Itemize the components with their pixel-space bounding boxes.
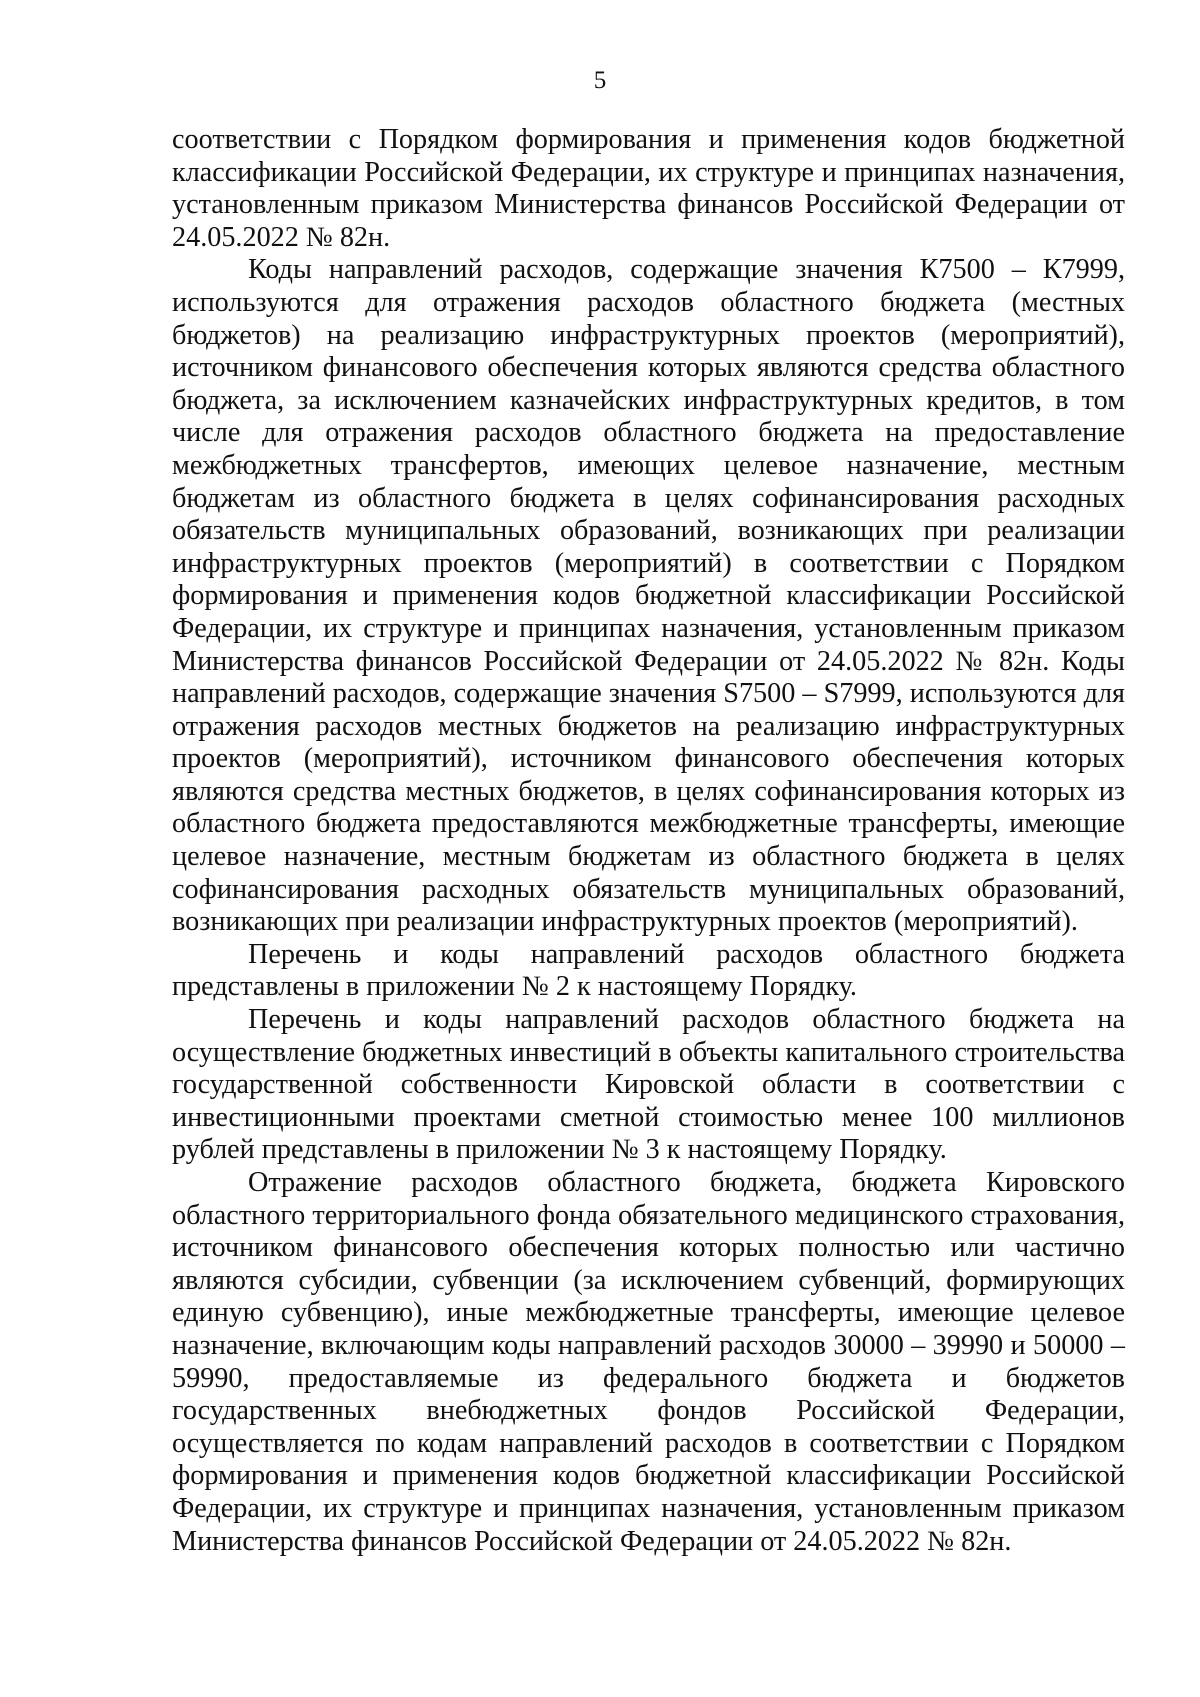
paragraph-appendix-3: Перечень и коды направлений расходов областного бюджета на осуществление бюджетных инвестиций в объекты капитального строительства государственной собственности Кировской области в соответствии с инвестиционными проектами сметной стоимостью менее 100 миллионов рублей представлены в приложении № 3 к настоящему Порядку. (172, 1004, 1125, 1166)
paragraph-federal-transfers: Отражение расходов областного бюджета, бюджета Кировского областного территориального фонда обязательного медицинского страхования, источником финансового обеспечения которых полностью или частично являются субсидии, субвенции (за исключением субвенций, формирующих единую субвенцию), иные межбюджетные трансферты, имеющие целевое назначение, включающим коды направлений расходов 30000 – 39990 и 50000 – 59990, предоставляемые из федерального бюджета и бюджетов государственных внебюджетных фондов Российской Федерации, осуществляется по кодам направлений расходов в соответствии с Порядком формирования и применения кодов бюджетной классификации Российской Федерации, их структуре и принципах назначения, установленным приказом Министерства финансов Российской Федерации от 24.05.2022 № 82н. (172, 1167, 1125, 1557)
document-body (172, 124, 1125, 1558)
paragraph-expense-codes-k7500: Коды направлений расходов, содержащие значения К7500 – К7999, используются для отражения расходов областного бюджета (местных бюджетов) на реализацию инфраструктурных проектов (мероприятий), источником финансового обеспечения которых являются средства областного бюджета, за исключением казначейских инфраструктурных кредитов, в том числе для отражения расходов областного бюджета на предоставление межбюджетных трансфертов, имеющих целевое назначение, местным бюджетам из областного бюджета в целях софинансирования расходных обязательств муниципальных образований, возникающих при реализации инфраструктурных проектов (мероприятий) в соответствии с Порядком формирования и применения кодов бюджетной классификации Российской Федерации, их структуре и принципах назначения, установленным приказом Министерства финансов Российской Федерации от 24.05.2022 № 82н. Коды направлений расходов, содержащие значения S7500 – S7999, используются для отражения расходов местных бюджетов на реализацию инфраструктурных проектов (мероприятий), источником финансового обеспечения которых являются средства местных бюджетов, в целях софинансирования которых из областного бюджета предоставляются межбюджетные трансферты, имеющие целевое назначение, местным бюджетам из областного бюджета в целях софинансирования расходных обязательств муниципальных образований, возникающих при реализации инфраструктурных проектов (мероприятий). (172, 254, 1125, 938)
paragraph-appendix-2: Перечень и коды направлений расходов областного бюджета представлены в приложении № 2 к настоящему Порядку. (172, 938, 1125, 1003)
paragraph-continuation: соответствии с Порядком формирования и применения кодов бюджетной классификации Российской Федерации, их структуре и принципах назначения, установленным приказом Министерства финансов Российской Федерации от 24.05.2022 № 82н. (172, 124, 1125, 253)
page-number: 5 (593, 67, 607, 94)
